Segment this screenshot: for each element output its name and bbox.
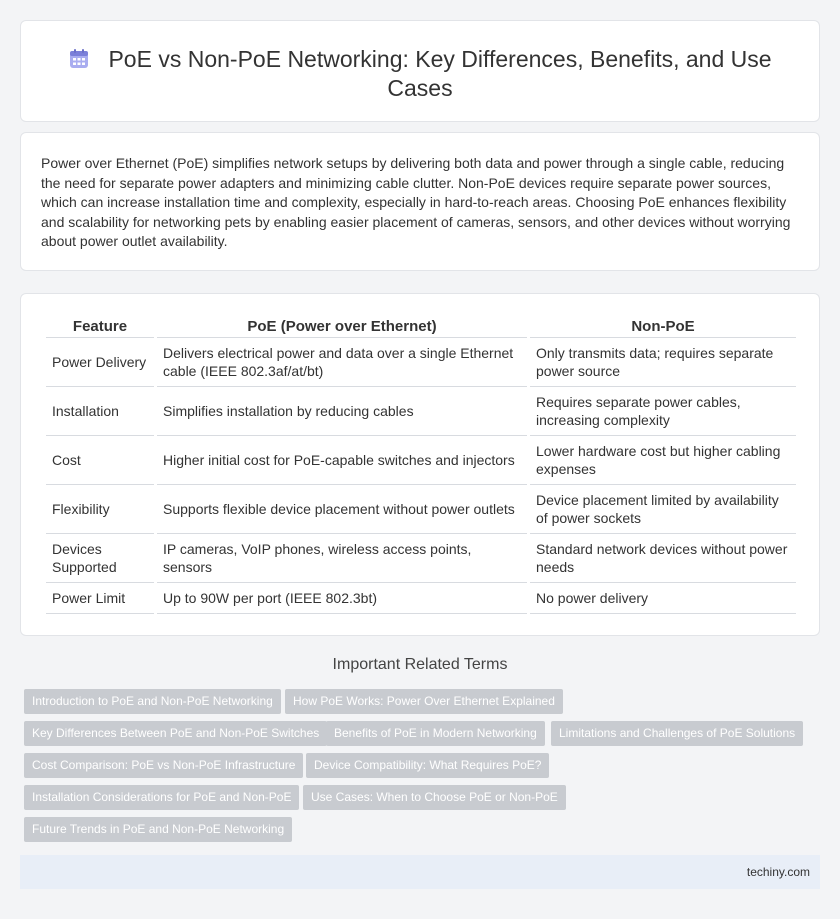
- related-term-tag[interactable]: How PoE Works: Power Over Ethernet Explained: [285, 689, 563, 714]
- related-term-tag[interactable]: Device Compatibility: What Requires PoE?: [306, 753, 549, 778]
- intro-paragraph: Power over Ethernet (PoE) simplifies network setups by delivering both data and power through a single cable, reducing the need for separate power adapters and minimizing cable clutter. Non-PoE devices require separate power sources, which can increase installation time and complexity, especially in hard-to-reach areas. Choosing PoE enhances flexibility and scalability for networking pets by enabling easier placement of cameras, sensors, and other devices without worrying about power outlet availability.: [41, 155, 791, 249]
- related-term-tag[interactable]: Use Cases: When to Choose PoE or Non-PoE: [303, 785, 566, 810]
- table-row: [46, 338, 796, 387]
- row-poe: Delivers electrical power and data over a single Ethernet cable (IEEE 802.3af/at/bt): [157, 338, 527, 387]
- comparison-card: [20, 293, 820, 636]
- row-non-poe: No power delivery: [530, 583, 796, 614]
- comparison-table: [43, 314, 799, 614]
- related-term-tag[interactable]: Limitations and Challenges of PoE Solutions: [551, 721, 803, 746]
- header-poe: PoE (Power over Ethernet): [157, 314, 527, 338]
- row-non-poe: Requires separate power cables, increasing complexity: [530, 387, 796, 436]
- table-row: [46, 485, 796, 534]
- row-feature: Installation: [46, 387, 154, 436]
- row-non-poe: Only transmits data; requires separate power source: [530, 338, 796, 387]
- row-feature: Flexibility: [46, 485, 154, 534]
- calendar-icon: [68, 48, 90, 70]
- table-row: [46, 583, 796, 614]
- row-non-poe: Lower hardware cost but higher cabling expenses: [530, 436, 796, 485]
- row-feature: Devices Supported: [46, 534, 154, 583]
- table-header-row: [46, 314, 796, 338]
- row-non-poe: Standard network devices without power needs: [530, 534, 796, 583]
- row-feature: Power Limit: [46, 583, 154, 614]
- related-terms-heading: Important Related Terms: [332, 656, 508, 673]
- page-title-wrap: [61, 45, 779, 103]
- row-poe: Higher initial cost for PoE-capable switches and injectors: [157, 436, 527, 485]
- title-card: [20, 20, 820, 122]
- header-non-poe: Non-PoE: [530, 314, 796, 338]
- related-term-tag[interactable]: Introduction to PoE and Non-PoE Networking: [24, 689, 281, 714]
- header-feature: Feature: [46, 314, 154, 338]
- footer: [20, 855, 820, 889]
- related-term-tag[interactable]: Cost Comparison: PoE vs Non-PoE Infrastructure: [24, 753, 303, 778]
- row-poe: Simplifies installation by reducing cables: [157, 387, 527, 436]
- row-poe: Up to 90W per port (IEEE 802.3bt): [157, 583, 527, 614]
- related-term-tag[interactable]: Future Trends in PoE and Non-PoE Networking: [24, 817, 292, 842]
- related-term-tag[interactable]: Key Differences Between PoE and Non-PoE Switches: [24, 721, 327, 746]
- row-feature: Power Delivery: [46, 338, 154, 387]
- table-row: [46, 534, 796, 583]
- intro-card: [20, 132, 820, 271]
- row-feature: Cost: [46, 436, 154, 485]
- table-row: [46, 387, 796, 436]
- row-non-poe: Device placement limited by availability of power sockets: [530, 485, 796, 534]
- page-title: PoE vs Non-PoE Networking: Key Differences, Benefits, and Use Cases: [108, 46, 772, 101]
- related-term-tag[interactable]: Installation Considerations for PoE and Non-PoE: [24, 785, 299, 810]
- row-poe: IP cameras, VoIP phones, wireless access points, sensors: [157, 534, 527, 583]
- footer-brand[interactable]: techiny.com: [746, 865, 810, 879]
- related-term-tag[interactable]: Benefits of PoE in Modern Networking: [326, 721, 545, 746]
- row-poe: Supports flexible device placement without power outlets: [157, 485, 527, 534]
- table-row: [46, 436, 796, 485]
